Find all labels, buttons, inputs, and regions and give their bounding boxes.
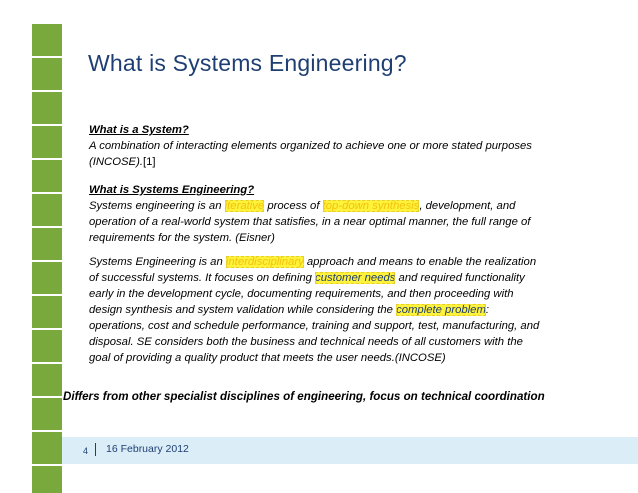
section-heading-systems-engineering: What is Systems Engineering? — [89, 184, 255, 196]
footer-date: 16 February 2012 — [106, 443, 189, 455]
system-definition-line-1: A combination of interacting elements organized to achieve one or more stated purposes — [89, 140, 532, 152]
text-run: process of — [264, 200, 323, 212]
system-definition-source: (INCOSE). — [89, 156, 143, 168]
eisner-definition-line-3: requirements for the system. (Eisner) — [89, 232, 275, 244]
footer-divider — [95, 443, 96, 456]
slide-body — [89, 122, 581, 366]
differs-statement: Differs from other specialist disciplines of engineering, focus on technical coordination — [63, 390, 545, 403]
text-run: of successful systems. It focuses on defining — [89, 272, 316, 284]
text-run: : — [485, 304, 490, 316]
slide-footer — [62, 437, 638, 463]
page-number: 4 — [83, 446, 89, 456]
green-side-bar — [32, 24, 62, 493]
incose-definition-line-6: disposal. SE considers both the business and technical needs of all customers with the — [89, 336, 523, 348]
highlight-iterative: iterative — [224, 200, 265, 212]
eisner-definition-line-1 — [89, 198, 581, 214]
incose-definition-line-2 — [89, 270, 581, 286]
reference-marker: [1] — [142, 156, 156, 168]
text-run: and required functionality — [395, 272, 525, 284]
highlight-complete-problem: complete problem — [396, 304, 486, 316]
incose-definition-line-1 — [89, 254, 581, 270]
incose-definition-line-5: operations, cost and schedule performance, training and support, test, manufacturing, and — [89, 320, 540, 332]
incose-definition-line-4 — [89, 302, 581, 318]
eisner-definition-line-2: operation of a real-world system that satisfies, in a near optimal manner, the full range of — [89, 216, 531, 228]
incose-definition-line-7: goal of providing a quality product that meets the user needs.(INCOSE) — [89, 352, 446, 364]
footer-rule — [62, 463, 638, 464]
system-definition-line-2 — [89, 154, 581, 170]
text-run: , development, and — [419, 200, 516, 212]
section-heading-system: What is a System? — [89, 124, 189, 136]
slide-title: What is Systems Engineering? — [88, 50, 407, 76]
text-run: approach and means to enable the realization — [303, 256, 537, 268]
highlight-top-down-synthesis: top-down synthesis — [322, 200, 420, 212]
text-run: design synthesis and system validation while considering the — [89, 304, 397, 316]
text-run: Systems Engineering is an — [89, 256, 226, 268]
highlight-interdisciplinary: interdisciplinary — [225, 256, 304, 268]
highlight-customer-needs: customer needs — [315, 272, 396, 284]
text-run: Systems engineering is an — [89, 200, 225, 212]
incose-definition-line-3: early in the development cycle, documenting requirements, and then proceeding with — [89, 288, 514, 300]
